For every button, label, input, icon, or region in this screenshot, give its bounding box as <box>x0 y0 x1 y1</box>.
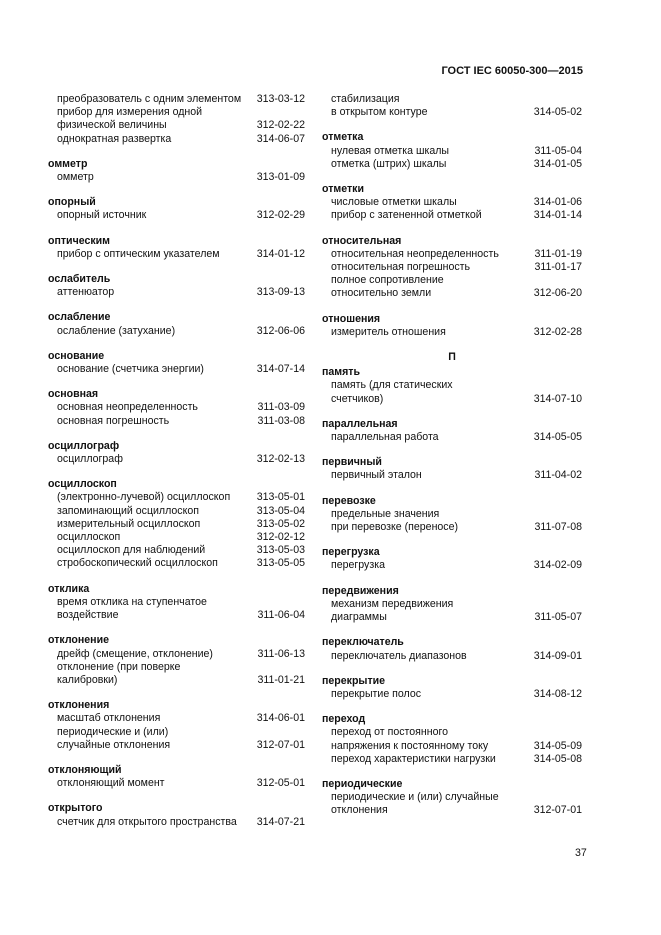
entry-term: стробоскопический осциллоскоп <box>57 557 218 570</box>
index-entry <box>48 596 305 622</box>
index-heading: отношения <box>322 312 381 325</box>
entry-term: нулевая отметка шкалы <box>331 144 450 157</box>
index-entry <box>48 133 305 146</box>
index-heading: первичный <box>322 456 382 469</box>
index-entry <box>322 379 582 405</box>
entry-term: относительная неопределенность <box>331 247 499 260</box>
entry-code: 311-06-04 <box>257 609 305 622</box>
index-entry <box>48 363 305 376</box>
entry-code: 314-05-09 <box>533 739 582 752</box>
index-group <box>48 478 305 570</box>
index-heading: перевозке <box>322 494 376 507</box>
index-group <box>322 636 582 662</box>
entry-code: 314-05-05 <box>533 431 582 444</box>
entry-term: основная неопределенность <box>57 401 198 414</box>
entry-code: 314-07-10 <box>533 392 582 405</box>
entry-term: запоминающий осциллоскоп <box>57 504 199 517</box>
entry-code: 313-01-09 <box>256 171 305 184</box>
entry-code: 311-01-17 <box>534 261 582 274</box>
index-group <box>48 764 305 790</box>
entry-code: 311-04-02 <box>534 469 582 482</box>
entry-term: аттенюатор <box>57 286 115 299</box>
index-heading: перегрузка <box>322 546 380 559</box>
index-entry <box>48 491 305 504</box>
entry-code: 314-07-14 <box>256 363 305 376</box>
entry-term: первичный эталон <box>331 469 422 482</box>
entry-term: параллельная работа <box>331 431 439 444</box>
entry-term: перекрытие полос <box>331 687 422 700</box>
index-group <box>322 183 582 223</box>
entry-term: переход характеристики нагрузки <box>331 752 496 765</box>
entry-code: 314-01-06 <box>533 196 582 209</box>
index-entry <box>322 158 582 171</box>
entry-term: счетчик для открытого пространства <box>57 815 237 828</box>
index-heading: отметка <box>322 131 364 144</box>
index-group <box>322 456 582 482</box>
index-heading: отклоняющий <box>48 763 122 776</box>
entry-term: опорный источник <box>57 209 147 222</box>
index-column-right <box>322 93 582 830</box>
index-group <box>48 93 305 146</box>
entry-code: 312-02-13 <box>256 453 305 466</box>
entry-code: 312-02-22 <box>256 119 305 132</box>
index-group <box>322 313 582 339</box>
index-entry <box>48 453 305 466</box>
index-group <box>322 675 582 701</box>
entry-code: 312-05-01 <box>256 777 305 790</box>
entry-term: переход от постоянного <box>331 726 448 739</box>
entry-term: осциллоскоп <box>57 531 121 544</box>
index-group <box>322 366 582 406</box>
index-entry <box>322 261 582 274</box>
index-entry <box>48 93 305 106</box>
section-letter: П <box>448 351 456 364</box>
index-heading: ослабление <box>48 311 111 324</box>
index-entry <box>322 196 582 209</box>
entry-code: 313-05-02 <box>256 517 305 530</box>
entry-code: 314-02-09 <box>533 559 582 572</box>
index-entry <box>48 415 305 428</box>
index-entry <box>48 325 305 338</box>
entry-term: прибор для измерения одной <box>57 106 203 119</box>
entry-code: 312-07-01 <box>533 804 582 817</box>
index-entry <box>322 93 582 119</box>
index-entry <box>48 661 305 687</box>
index-heading: опорный <box>48 196 96 209</box>
entry-term: относительная погрешность <box>331 261 471 274</box>
index-heading: периодические <box>322 777 403 790</box>
entry-term: периодические и (или) <box>57 725 169 738</box>
index-group <box>322 495 582 535</box>
index-heading: переход <box>322 713 366 726</box>
entry-term: отклонение (при поверке <box>57 660 181 673</box>
entry-code: 314-06-01 <box>256 712 305 725</box>
entry-code: 314-06-07 <box>256 132 305 145</box>
index-entry <box>48 712 305 725</box>
entry-term: осциллоскоп для наблюдений <box>57 544 206 557</box>
index-group <box>322 131 582 171</box>
index-entry <box>48 726 305 752</box>
entry-code: 312-02-12 <box>256 531 305 544</box>
page-number: 37 <box>575 847 587 859</box>
index-entry <box>48 557 305 570</box>
entry-term: калибровки) <box>57 673 118 686</box>
entry-term: основание (счетчика энергии) <box>57 363 204 376</box>
index-entry <box>48 209 305 222</box>
entry-term: отметка (штрих) шкалы <box>331 157 447 170</box>
index-heading: омметр <box>48 157 88 170</box>
index-entry <box>48 401 305 414</box>
entry-term: измерительный осциллоскоп <box>57 517 201 530</box>
entry-term: при перевозке (переносе) <box>331 521 459 534</box>
index-entry <box>322 508 582 534</box>
entry-code: 312-02-28 <box>533 325 582 338</box>
index-entry <box>322 145 582 158</box>
entry-code: 311-05-07 <box>534 611 582 624</box>
index-entry <box>322 248 582 261</box>
entry-term: однократная развертка <box>57 132 172 145</box>
index-entry <box>322 274 582 300</box>
index-entry <box>48 248 305 261</box>
index-group <box>322 713 582 766</box>
entry-code: 313-05-01 <box>256 491 305 504</box>
entry-term: случайные отклонения <box>57 738 171 751</box>
index-group <box>48 158 305 184</box>
entry-code: 311-07-08 <box>534 521 582 534</box>
index-group <box>48 440 305 466</box>
index-heading: переключатель <box>322 636 404 649</box>
index-entry <box>48 106 305 132</box>
entry-code: 314-05-08 <box>533 752 582 765</box>
entry-term: масштаб отклонения <box>57 712 161 725</box>
entry-term: диаграммы <box>331 611 387 624</box>
index-group <box>322 93 582 119</box>
entry-code: 313-05-03 <box>256 544 305 557</box>
index-heading: отметки <box>322 183 364 196</box>
entry-term: стабилизация <box>331 93 400 105</box>
entry-code: 311-01-21 <box>257 673 305 686</box>
index-group <box>322 585 582 625</box>
entry-term: прибор с оптическим указателем <box>57 247 220 260</box>
index-group <box>48 350 305 376</box>
entry-term: омметр <box>57 171 94 184</box>
entry-code: 314-05-02 <box>533 106 582 119</box>
entry-term: время отклика на ступенчатое <box>57 595 207 608</box>
index-entry <box>322 469 582 482</box>
entry-code: 313-05-05 <box>256 557 305 570</box>
entry-code: 312-06-06 <box>256 324 305 337</box>
index-heading: открытого <box>48 802 103 815</box>
entry-term: преобразователь с одним элементом <box>57 93 242 105</box>
index-group <box>48 235 305 261</box>
index-group <box>48 583 305 623</box>
index-heading: отклика <box>48 582 90 595</box>
index-group <box>48 311 305 337</box>
index-group <box>48 196 305 222</box>
entry-term: осциллограф <box>57 453 123 466</box>
entry-term: в открытом контуре <box>331 106 428 119</box>
index-entry <box>48 816 305 829</box>
index-heading: основная <box>48 388 99 401</box>
entry-code: 312-02-29 <box>256 209 305 222</box>
entry-code: 313-09-13 <box>256 286 305 299</box>
index-group <box>322 546 582 572</box>
entry-code: 313-03-12 <box>256 93 305 105</box>
index-heading: осциллограф <box>48 439 120 452</box>
index-entry <box>322 726 582 752</box>
entry-code: 314-07-21 <box>256 815 305 828</box>
index-heading: отклонение <box>48 634 109 647</box>
entry-term: полное сопротивление <box>331 274 444 287</box>
index-entry <box>48 518 305 531</box>
entry-code: 312-06-20 <box>533 287 582 300</box>
entry-code: 314-01-14 <box>533 209 582 222</box>
index-group <box>322 778 582 818</box>
entry-term: предельные значения <box>331 507 440 520</box>
index-entry <box>48 171 305 184</box>
index-heading: передвижения <box>322 584 399 597</box>
index-heading: память <box>322 366 361 379</box>
index-group <box>48 273 305 299</box>
index-entry <box>322 326 582 339</box>
index-entry <box>322 753 582 766</box>
index-heading: параллельная <box>322 417 398 430</box>
entry-term: ослабление (затухание) <box>57 324 176 337</box>
index-group <box>322 235 582 301</box>
index-group <box>322 418 582 444</box>
index-entry <box>322 431 582 444</box>
index-entry <box>322 559 582 572</box>
index-heading: осциллоскоп <box>48 478 117 491</box>
index-entry <box>322 791 582 817</box>
index-entry <box>322 650 582 663</box>
entry-term: основная погрешность <box>57 414 170 427</box>
index-entry <box>48 531 305 544</box>
index-group <box>48 634 305 687</box>
document-header: ГОСТ IEC 60050-300—2015 <box>441 65 583 77</box>
index-entry <box>48 544 305 557</box>
index-entry <box>48 505 305 518</box>
entry-term: отклонения <box>331 804 388 817</box>
entry-term: память (для статических <box>331 379 453 392</box>
entry-term: переключатель диапазонов <box>331 649 467 662</box>
index-group <box>48 802 305 828</box>
entry-term: счетчиков) <box>331 392 384 405</box>
entry-code: 311-03-09 <box>257 401 305 414</box>
index-entry <box>48 286 305 299</box>
entry-term: (электронно-лучевой) осциллоскоп <box>57 491 231 504</box>
entry-term: физической величины <box>57 119 167 132</box>
entry-term: отклоняющий момент <box>57 777 165 790</box>
index-entry <box>322 688 582 701</box>
index-group <box>48 388 305 428</box>
entry-code: 314-01-05 <box>533 157 582 170</box>
index-group <box>48 699 305 752</box>
entry-code: 311-01-19 <box>534 247 582 260</box>
entry-code: 311-03-08 <box>257 414 305 427</box>
entry-code: 311-06-13 <box>257 647 305 660</box>
index-entry <box>322 598 582 624</box>
entry-term: относительно земли <box>331 287 432 300</box>
entry-code: 311-05-04 <box>534 144 582 157</box>
entry-term: числовые отметки шкалы <box>331 196 457 209</box>
index-heading: отклонения <box>48 699 110 712</box>
entry-code: 314-09-01 <box>533 649 582 662</box>
index-entry <box>48 777 305 790</box>
entry-term: дрейф (смещение, отклонение) <box>57 647 213 660</box>
index-heading: оптическим <box>48 234 111 247</box>
entry-code: 313-05-04 <box>256 504 305 517</box>
entry-term: измеритель отношения <box>331 325 446 338</box>
entry-term: воздействие <box>57 609 119 622</box>
entry-code: 314-01-12 <box>256 247 305 260</box>
entry-code: 314-08-12 <box>533 687 582 700</box>
entry-code: 312-07-01 <box>256 738 305 751</box>
index-heading: основание <box>48 349 105 362</box>
index-heading: относительная <box>322 234 402 247</box>
entry-term: прибор с затененной отметкой <box>331 209 482 222</box>
index-entry <box>322 209 582 222</box>
index-heading: ослабитель <box>48 273 111 286</box>
entry-term: перегрузка <box>331 559 385 572</box>
index-entry <box>48 648 305 661</box>
index-heading: перекрытие <box>322 674 386 687</box>
entry-term: периодические и (или) случайные <box>331 791 499 804</box>
entry-term: напряжения к постоянному току <box>331 739 489 752</box>
entry-term: механизм передвижения <box>331 597 454 610</box>
index-column-left <box>48 93 305 841</box>
